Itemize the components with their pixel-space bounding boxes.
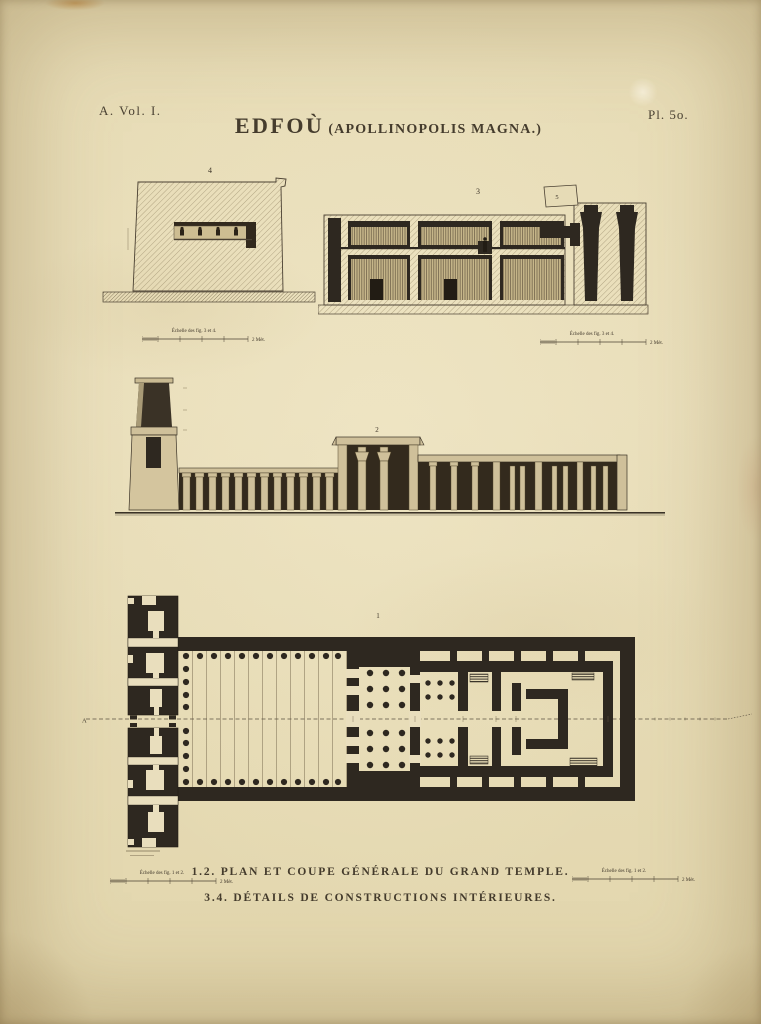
plan-pronaos [346, 647, 421, 791]
plan-stairs-south [470, 756, 488, 764]
fig3-end-slab [328, 218, 341, 302]
scalebar-unit: 2 Mèt. [252, 338, 266, 343]
fig3-floor-line [341, 247, 565, 249]
scalebar-top-left [142, 326, 272, 346]
plate-title-sub: (APOLLINOPOLIS MAGNA.) [328, 122, 543, 137]
scalebar-bottom-right [572, 866, 702, 886]
volume-label: A. Vol. I. [99, 103, 162, 118]
fig2-ground-line [115, 512, 665, 514]
scalebar-unit: 2 Mèt. [220, 880, 234, 885]
fig3-human-figure [483, 237, 487, 252]
fig2-court-colonnade [179, 468, 339, 510]
fig1-temple-plan [80, 585, 760, 870]
plan-axis-extension [728, 714, 752, 719]
scalebar-unit: 2 Mèt. [682, 878, 696, 883]
fig3-number: 3 [476, 187, 480, 196]
fig2-longitudinal-section [115, 368, 665, 518]
plan-axis-label: A [82, 717, 87, 725]
fig2-rear-halls [418, 455, 627, 510]
fig2-ground-shadow [115, 515, 665, 516]
plan-chapel-stairs-south [570, 758, 597, 766]
scalebar-top-right [540, 329, 670, 349]
plan-stairs-north [470, 674, 488, 682]
plan-pylon-gate-jambs [130, 716, 176, 728]
plan-chapel-stairs-north [572, 673, 594, 680]
fig3-upper-chambers [348, 221, 564, 247]
fig3-lower-chambers [348, 255, 564, 300]
plan-sanctuary [512, 673, 597, 766]
fig1-number: 1 [376, 612, 380, 620]
fig4-ground [103, 292, 315, 302]
fig3-cornice-label: 5 [555, 194, 559, 201]
scalebar-bottom-left [110, 868, 240, 888]
caption-line1: 1.2. PLAN ET COUPE GÉNÉRALE DU GRAND TEMPLE. [191, 866, 570, 878]
fig3-base [318, 305, 648, 314]
scalebar-caption: Échelle des fig. 1 et 2. [139, 871, 185, 876]
scalebar-caption: Échelle des fig. 3 et 4. [569, 332, 615, 337]
fig2-number: 2 [375, 426, 379, 434]
fig3-chamber-section [318, 183, 650, 318]
fig4-wall-detail [100, 160, 320, 312]
fig2-pronaos [332, 437, 424, 510]
plan-pylon [126, 596, 178, 856]
plate-number: Pl. 5o. [648, 107, 689, 122]
scalebar-caption: Échelle des fig. 1 et 2. [601, 869, 647, 874]
caption-line2: 3.4. DÉTAILS DE CONSTRUCTIONS INTÉRIEURES. [204, 892, 557, 904]
scalebar-caption: Échelle des fig. 3 et 4. [171, 329, 217, 334]
fig4-number: 4 [208, 166, 212, 175]
plate-title-main: EDFOÙ [234, 113, 325, 138]
scalebar-unit: 2 Mèt. [650, 341, 664, 346]
fig2-pylon [129, 378, 187, 510]
